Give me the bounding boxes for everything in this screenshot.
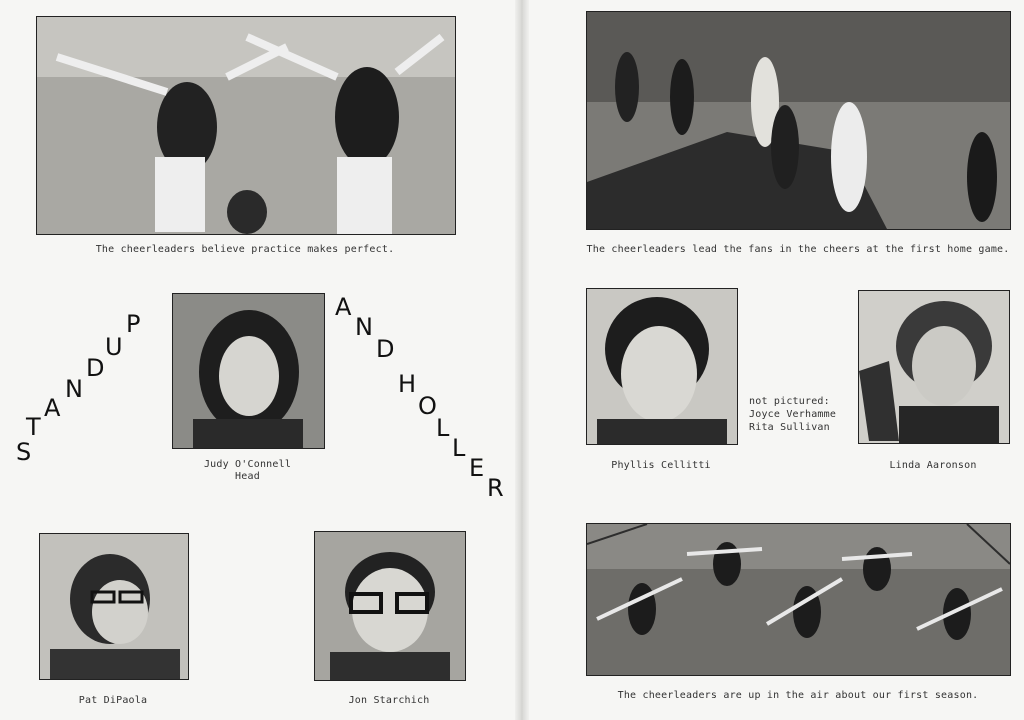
home-game-photo bbox=[586, 11, 1011, 230]
jon-photo bbox=[314, 531, 466, 681]
judy-name: Judy O'Connell bbox=[203, 459, 292, 470]
title-letter: R bbox=[487, 474, 504, 502]
title-letter: D bbox=[376, 335, 395, 363]
practice-photo bbox=[36, 16, 456, 235]
title-letter: L bbox=[436, 414, 450, 442]
air-caption: The cheerleaders are up in the air about our first season. bbox=[617, 690, 979, 701]
linda-photo bbox=[858, 290, 1010, 444]
title-letter: S bbox=[16, 438, 32, 466]
title-letter: N bbox=[355, 313, 373, 341]
title-letter: N bbox=[65, 375, 83, 403]
not-pictured-name: Joyce Verhamme bbox=[749, 409, 837, 420]
linda-name: Linda Aaronson bbox=[889, 460, 977, 471]
title-letter: H bbox=[398, 370, 417, 398]
jon-name: Jon Starchich bbox=[348, 695, 430, 706]
not-pictured-label: not pictured: bbox=[749, 396, 830, 407]
phyllis-name: Phyllis Cellitti bbox=[611, 460, 711, 471]
title-letter: T bbox=[26, 413, 41, 441]
title-letter: P bbox=[126, 310, 141, 338]
judy-photo bbox=[172, 293, 325, 449]
air-photo bbox=[586, 523, 1011, 676]
title-letter: D bbox=[86, 354, 105, 382]
home-game-caption: The cheerleaders lead the fans in the cheers at the first home game. bbox=[586, 244, 1010, 255]
title-letter: A bbox=[44, 394, 61, 422]
title-letter: E bbox=[469, 454, 485, 482]
book-gutter bbox=[515, 0, 529, 720]
title-letter: A bbox=[335, 293, 352, 321]
pat-photo bbox=[39, 533, 189, 680]
judy-role: Head bbox=[235, 471, 260, 482]
title-letter: O bbox=[418, 392, 437, 420]
phyllis-photo bbox=[586, 288, 738, 445]
title-letter: U bbox=[105, 333, 123, 361]
practice-caption: The cheerleaders believe practice makes perfect. bbox=[95, 244, 395, 255]
not-pictured-name: Rita Sullivan bbox=[749, 422, 830, 433]
title-letter: L bbox=[452, 434, 466, 462]
pat-name: Pat DiPaola bbox=[78, 695, 148, 706]
